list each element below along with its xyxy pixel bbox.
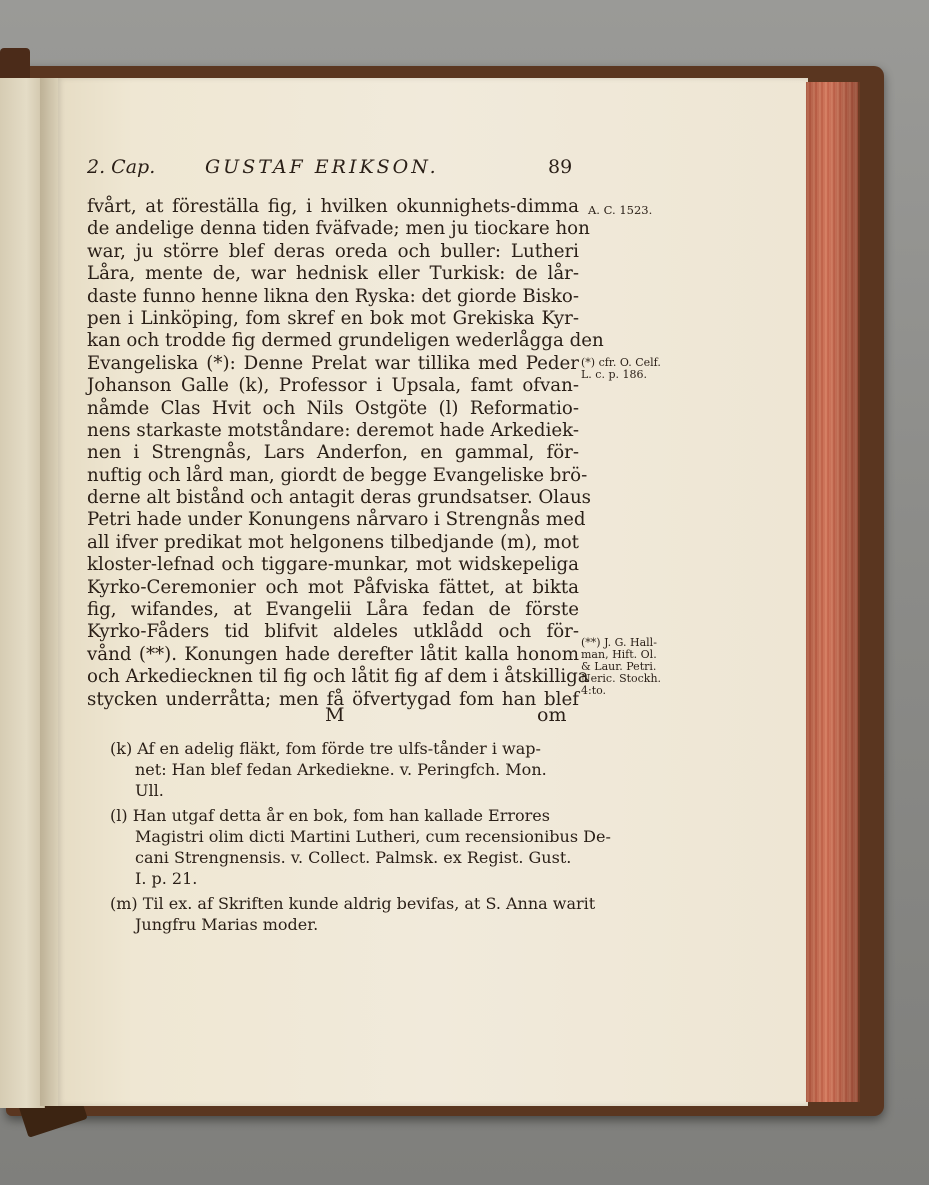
footnote [110,893,596,935]
margin-note-year: A. C. 1523. [588,203,653,217]
text-line: war, ju större blef deras oreda och buller: Lutheri [87,240,579,262]
footnote-line: cani Strengnensis. v. Collect. Palmsk. ex Regist. Gust. [135,848,572,867]
margin-note-ref-2 [581,637,661,697]
margin-note-line: 4:to. [581,684,607,697]
text-line: fig, wifandes, at Evangelii Låra fedan de förste [87,599,579,621]
text-line: kloster-lefnad och tiggare-munkar, mot widskepeliga [87,554,579,576]
text-line: nåmde Clas Hvit och Nils Ostgöte (l) Reformatio- [87,397,579,419]
footnote-line: I. p. 21. [135,869,198,888]
text-line: Johanson Galle (k), Professor i Upsala, famt ofvan- [87,375,579,397]
margin-note-line: L. c. p. 186. [581,368,647,381]
footnote-line: Ull. [135,781,164,800]
text-line: Kyrko-Fåders tid blifvit aldeles utklådd och för- [87,621,579,643]
running-title: GUSTAF ERIKSON. [205,156,439,178]
footnote-line: (k) Af en adelig fläkt, fom förde tre ulfs-tånder i wap- [110,739,541,758]
text-line: stycken underråtta; men få öfvertygad fom han blef [87,688,579,710]
signature-mark: M [325,704,345,726]
text-line: pen i Linköping, fom skref en bok mot Grekiska Kyr- [87,307,579,329]
text-line: fvårt, at föreställa fig, i hvilken okunnighets-dimma [87,196,579,217]
text-line: Petri hade under Konungens nårvaro i Strengnås med [87,509,586,531]
text-line: Evangeliska (*): Denne Prelat war tillika med Peder [87,352,579,374]
footnote-line: net: Han blef fedan Arkediekne. v. Peringfch. Mon. [135,760,547,779]
previous-page-edge [0,78,45,1108]
footnote-line: Magistri olim dicti Martini Lutheri, cum recensionibus De- [135,827,611,846]
text-line: vånd (**). Konungen hade derefter låtit kalla honom [87,643,579,665]
footnote [110,738,580,801]
footnote-line: Jungfru Marias moder. [135,915,319,934]
text-line: nen i Strengnås, Lars Anderfon, en gammal, för- [87,442,579,464]
margin-note-line: man, Hift. Ol. [581,648,657,661]
footnote [110,805,611,889]
footnote-line: (m) Til ex. af Skriften kunde aldrig bevifas, at S. Anna warit [110,894,596,913]
text-line: Kyrko-Ceremonier och mot Påfviska fättet, at bikta [87,576,579,598]
margin-note-line: & Laur. Petri. [581,660,657,673]
text-line: daste funno henne likna den Ryska: det giorde Bisko- [87,285,579,307]
margin-note-ref-1 [581,357,661,381]
text-line: kan och trodde fig dermed grundeligen wederlågga den [87,330,604,352]
text-line: all ifver predikat mot helgonens tilbedjande (m), mot [87,531,579,553]
margin-note-line: Neric. Stockh. [581,672,662,685]
footnotes [110,738,611,939]
footnote-line: (l) Han utgaf detta år en bok, fom han kallade Errores [110,806,550,825]
text-line: nuftig och lård man, giordt de begge Evangeliske brö- [87,464,588,486]
page-number: 89 [548,156,573,178]
text-line: derne alt bistånd och antagit deras grundsatser. Olaus [87,487,592,509]
text-line: Låra, mente de, war hednisk eller Turkisk: de lår- [87,263,579,285]
margin-note-line: (**) J. G. Hall- [581,636,657,649]
chapter-label: 2. Cap. [87,156,156,178]
text-line: och Arkediecknen til fig och låtit fig af dem i åtskilliga [87,666,589,688]
text-line: nens starkaste motståndare: deremot hade Arkediek- [87,419,579,441]
margin-note-line: (*) cfr. O. Celf. [581,356,661,369]
catchword: om [537,704,567,726]
page-edge-shade [806,82,858,1102]
text-line: de andelige denna tiden fväfvade; men ju tiockare hon [87,218,590,240]
